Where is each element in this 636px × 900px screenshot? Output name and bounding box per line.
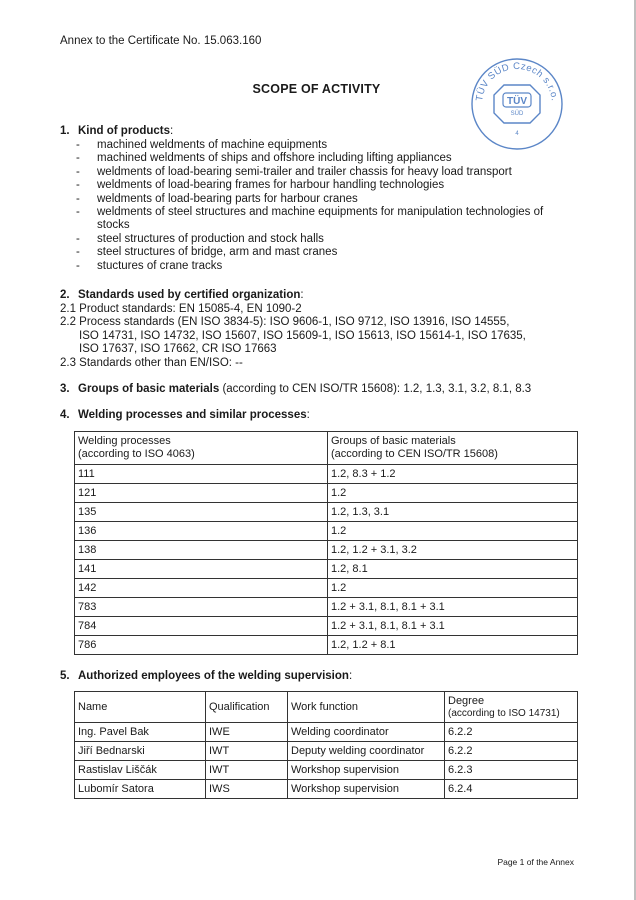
page-footer: Page 1 of the Annex (497, 857, 574, 867)
list-item: - weldments of load-bearing parts for harbour cranes (76, 193, 576, 206)
list-item: - weldments of load-bearing frames for harbour handling technologies (76, 179, 576, 192)
table-cell: Workshop supervision (288, 761, 445, 780)
table-cell: 138 (75, 541, 328, 560)
header-cell: Name (75, 692, 206, 723)
table-cell: Lubomír Satora (75, 780, 206, 799)
section-1-heading: 1. Kind of products: (60, 125, 174, 137)
table-cell: 142 (75, 579, 328, 598)
table-row (75, 465, 578, 484)
table-row (75, 761, 578, 780)
process-standards-cont: ISO 17637, ISO 17662, CR ISO 17663 (79, 343, 277, 355)
table-cell: 136 (75, 522, 328, 541)
table-cell: IWT (206, 761, 288, 780)
table-cell: 1.2, 1.2 + 3.1, 3.2 (328, 541, 578, 560)
header-cell: Groups of basic materials (according to CEN ISO/TR 15608) (328, 432, 578, 465)
table-cell: Welding coordinator (288, 723, 445, 742)
table-cell: IWS (206, 780, 288, 799)
table-row (75, 484, 578, 503)
supervision-employees-table (74, 691, 578, 799)
product-standards: 2.1 Product standards: EN 15085-4, EN 1090-2 (60, 303, 302, 315)
table-cell: 6.2.2 (445, 742, 578, 761)
process-standards: 2.2 Process standards (EN ISO 3834-5): ISO 9606-1, ISO 9712, ISO 13916, ISO 14555, (60, 316, 510, 328)
table-row (75, 636, 578, 655)
table-header-row (75, 692, 578, 723)
header-cell: Work function (288, 692, 445, 723)
list-item: - machined weldments of ships and offshore including lifting appliances (76, 152, 576, 165)
table-cell: 783 (75, 598, 328, 617)
table-cell: 1.2 + 3.1, 8.1, 8.1 + 3.1 (328, 598, 578, 617)
welding-processes-table (74, 431, 578, 655)
other-standards: 2.3 Standards other than EN/ISO: -- (60, 357, 243, 369)
table-cell: IWE (206, 723, 288, 742)
table-cell: 6.2.3 (445, 761, 578, 780)
table-header-row (75, 432, 578, 465)
table-cell: 784 (75, 617, 328, 636)
table-cell: IWT (206, 742, 288, 761)
table-cell: Deputy welding coordinator (288, 742, 445, 761)
table-cell: 1.2 (328, 579, 578, 598)
table-cell: 141 (75, 560, 328, 579)
stamp-sub: SÜD (510, 111, 524, 117)
table-cell: 6.2.2 (445, 723, 578, 742)
header-cell: Degree (according to ISO 14731) (445, 692, 578, 723)
table-cell: Ing. Pavel Bak (75, 723, 206, 742)
table-cell: 1.2 (328, 484, 578, 503)
stamp-arc-text: TÜV SÜD Czech s.r.o. (474, 60, 560, 102)
list-item: - steel structures of production and stock halls (76, 233, 576, 246)
process-standards-cont: ISO 14731, ISO 14732, ISO 15607, ISO 15609-1, ISO 15613, ISO 15614-1, ISO 17635, (79, 330, 526, 342)
table-cell: 786 (75, 636, 328, 655)
table-cell: 6.2.4 (445, 780, 578, 799)
header-cell: Qualification (206, 692, 288, 723)
table-cell: 1.2, 1.2 + 8.1 (328, 636, 578, 655)
table-row (75, 522, 578, 541)
table-cell: 135 (75, 503, 328, 522)
table-cell: 1.2, 8.3 + 1.2 (328, 465, 578, 484)
table-cell: Rastislav Liščák (75, 761, 206, 780)
section-4-heading: 4. Welding processes and similar processes: (60, 409, 310, 421)
table-cell: 1.2, 8.1 (328, 560, 578, 579)
list-item: - machined weldments of machine equipments (76, 139, 576, 152)
header-cell: Welding processes (according to ISO 4063) (75, 432, 328, 465)
table-row (75, 598, 578, 617)
table-row (75, 723, 578, 742)
table-row (75, 617, 578, 636)
list-item: - weldments of load-bearing semi-trailer and trailer chassis for heavy load transport (76, 166, 576, 179)
list-item: - stuctures of crane tracks (76, 260, 576, 273)
table-row (75, 579, 578, 598)
table-row (75, 560, 578, 579)
table-row (75, 742, 578, 761)
annex-header: Annex to the Certificate No. 15.063.160 (60, 35, 262, 47)
table-cell: Workshop supervision (288, 780, 445, 799)
table-row (75, 503, 578, 522)
table-row (75, 541, 578, 560)
table-cell: 121 (75, 484, 328, 503)
list-item: - weldments of steel structures and machine equipments for manipulation technologies of stocks (76, 206, 567, 233)
page-title: SCOPE OF ACTIVITY (252, 82, 381, 96)
stamp-number: 4 (515, 131, 519, 137)
table-cell: Jiří Bednarski (75, 742, 206, 761)
section-3-heading: 3. Groups of basic materials (according to CEN ISO/TR 15608): 1.2, 1.3, 3.1, 3.2, 8.1, 8.3 (60, 383, 532, 395)
stamp-logo: TÜV (507, 96, 527, 107)
table-cell: 1.2, 1.3, 3.1 (328, 503, 578, 522)
table-cell: 111 (75, 465, 328, 484)
table-cell: 1.2 + 3.1, 8.1, 8.1 + 3.1 (328, 617, 578, 636)
list-item: - steel structures of bridge, arm and mast cranes (76, 246, 576, 259)
table-cell: 1.2 (328, 522, 578, 541)
table-row (75, 780, 578, 799)
section-5-heading: 5. Authorized employees of the welding supervision: (60, 670, 353, 682)
product-list (76, 139, 576, 273)
section-2-heading: 2. Standards used by certified organization: (60, 289, 304, 301)
